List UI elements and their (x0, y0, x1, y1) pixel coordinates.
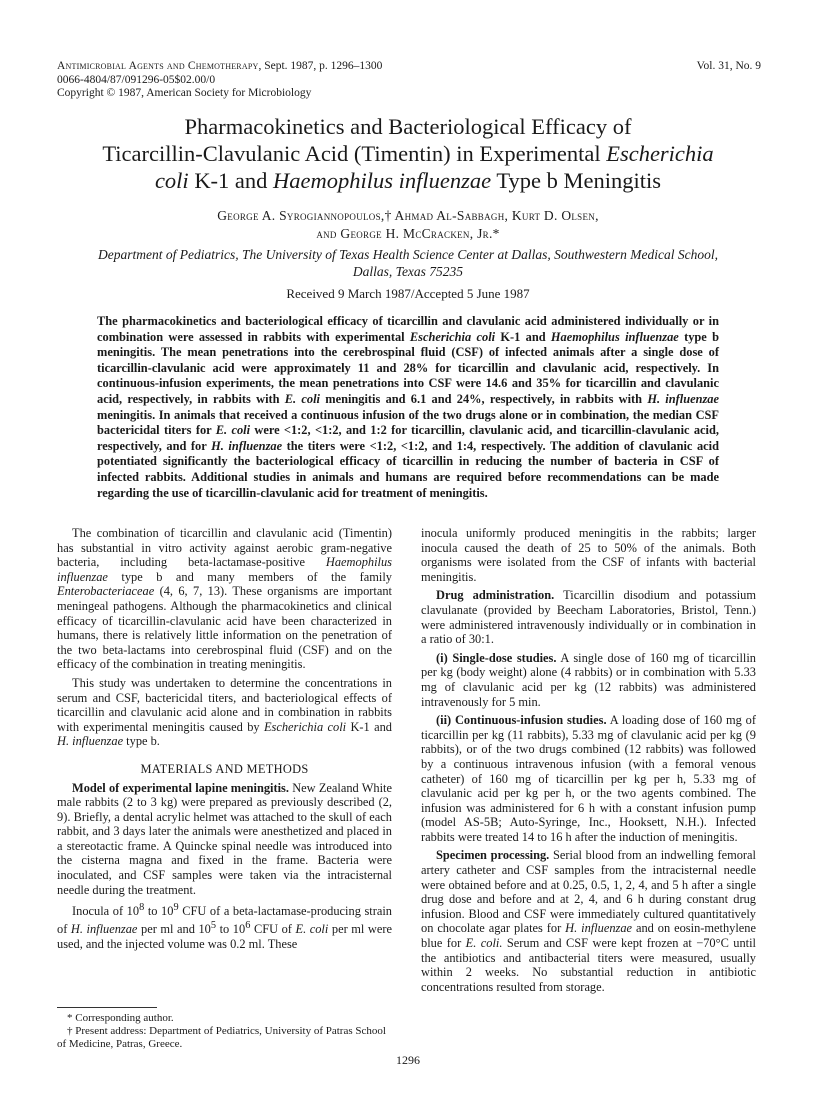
journal-name: Antimicrobial Agents and Chemotherapy (57, 60, 259, 72)
volume-info: Vol. 31, No. 9 (696, 60, 761, 72)
run-in-heading: Model of experimental lapine meningitis. (72, 780, 289, 795)
single-dose-paragraph (421, 651, 756, 709)
abstract-text: were <1:2, <1:2, and 1:2 for ticarcillin, clavulanic acid, and ticarcillin-clavulanic acid, respectively, and for (97, 423, 719, 453)
received-date: Received 9 March 1987/Accepted 5 June 1987 (286, 286, 530, 301)
abstract-italic: Escherichia coli (409, 329, 496, 344)
run-in-heading: Specimen processing. (436, 848, 550, 863)
superscript: 5 (210, 919, 217, 931)
article-code: 0066-4804/87/091296-05$02.00/0 (57, 73, 216, 86)
text: to 10 (144, 904, 174, 919)
italic-text: E. coli. (465, 936, 503, 951)
abstract-text: meningitis and 6.1 and 24%, respectively, in rabbits with (320, 391, 648, 406)
abstract-italic: Haemophilus influenzae (550, 329, 679, 344)
footnotes (57, 1007, 392, 1051)
abstract-text: The pharmacokinetics and bacteriological efficacy of ticarcillin and clavulanic acid administered individually or in combination were assessed in rabbits with experimental (97, 314, 719, 344)
specimen-processing-paragraph (421, 848, 756, 994)
text: A single dose of 160 mg of ticarcillin per kg (body weight) alone (4 rabbits) or in combination with 5.33 mg of clavulanic acid per kg (12 rabbits) was administered intravenously for 5 min. (421, 650, 756, 709)
text: Inocula of 10 (72, 904, 140, 919)
intro-paragraph-1 (57, 526, 392, 672)
footnote-rule (57, 1007, 157, 1008)
abstract-italic: H. influenzae (211, 438, 283, 453)
italic-text: H. influenzae (70, 922, 138, 937)
italic-text: E. coli (295, 922, 329, 937)
run-in-heading: (ii) Continuous-infusion studies. (436, 713, 607, 728)
text: K-1 and (346, 719, 392, 734)
author-line: and George H. McCracken, Jr.* (316, 226, 500, 241)
title-italic: Haemophilus influenzae (273, 168, 492, 193)
methods-paragraph-model (57, 781, 392, 898)
affiliation (40, 246, 776, 280)
abstract (97, 314, 719, 501)
text: CFU of (250, 922, 296, 937)
journal-citation (57, 60, 761, 74)
text: type b and many members of the family (107, 569, 392, 584)
abstract-text: meningitis. In animals that received a continuous infusion of the two drugs alone or in combination, the median CSF bactericidal titers for (97, 407, 719, 438)
issue-info: , Sept. 1987, p. 1296–1300 (258, 60, 383, 72)
text: Ticarcillin disodium and potassium clavulanate (provided by Beecham Laboratories, Bristol, Tenn.) were administered intravenously individually or in combination in a ratio of 30:1. (421, 588, 756, 647)
article-title (40, 113, 776, 194)
text: per ml and 10 (137, 922, 211, 937)
superscript: 8 (139, 902, 145, 914)
italic-text: Enterobacteriaceae (57, 584, 155, 599)
text: and on eosin-methylene blue for (421, 921, 756, 951)
abstract-text: the titers were <1:2, <1:2, and 1:4, respectively. The addition of clavulanic acid potentiated significantly the bacteriological efficacy of ticarcillin in reducing the number of bacteria in CSF of infected rabbits. Additional studies in animals and humans are required before recommendations can be made regarding the use of ticarcillin-clavulanic acid for treatment of meningitis. (97, 438, 719, 500)
section-heading-methods: MATERIALS AND METHODS (140, 761, 309, 776)
run-in-heading: Drug administration. (436, 588, 555, 603)
footnote-corresponding: * Corresponding author. (67, 1012, 174, 1024)
text: The combination of ticarcillin and clavulanic acid (Timentin) has substantial in vitro activity against aerobic gram-negative bacteria, including beta-lactamase-positive (57, 526, 392, 570)
footnote-present-address: † Present address: Department of Pediatrics, University of Patras School of Medicine, Patras, Greece. (57, 1025, 386, 1050)
text: This study was undertaken to determine the concentrations in serum and CSF, bactericidal titers, and bacteriological effects of ticarcillin and clavulanic acid alone and in combination in rabbits with experimental meningitis caused by (57, 675, 392, 734)
text: to 10 (216, 922, 246, 937)
intro-paragraph-2 (57, 676, 392, 749)
text: A loading dose of 160 mg of ticarcillin per kg (11 rabbits), 5.33 mg of clavulanic acid per kg (9 rabbits), or of the two drugs combined (12 rabbits) was followed by a continuous intravenous infusion (with a femoral venous catheter) of 160 mg of ticarcillin per kg per h, 5.33 mg of clavulanic acid per kg per h, or the two agents combined. The infusion was administered for 6 h with a constant infusion pump (model AS-5B; Auto-Syringe, Inc., Hooksett, N.H.). Infected rabbits were treated 14 to 16 h after the induction of meningitis. (421, 713, 756, 844)
abstract-italic: E. coli (284, 391, 320, 406)
running-header (57, 60, 761, 101)
abstract-italic: E. coli (215, 423, 251, 438)
copyright: Copyright © 1987, American Society for Microbiology (57, 87, 312, 99)
left-column (57, 526, 392, 955)
superscript: 6 (245, 919, 251, 931)
drug-administration-paragraph (421, 588, 756, 646)
title-segment: Type b Meningitis (491, 168, 662, 193)
right-column (421, 526, 756, 998)
italic-text: H. influenzae (57, 734, 124, 749)
title-segment: K-1 and (188, 168, 274, 193)
abstract-text: type b meningitis. The mean penetrations into the cerebrospinal fluid (CSF) of infected animals after a single dose of ticarcillin-clavulanic acid were approximately 11 and 28% for ticarcillin and clavulanic acid, respectively. In continuous-infusion experiments, the mean penetrations into CSF were 14.6 and 35% for ticarcillin and clavulanic acid, respectively, in rabbits with (97, 329, 719, 406)
author-list (40, 207, 776, 243)
italic-text: H. influenzae (565, 921, 633, 936)
affiliation-line: Dallas, Texas 75235 (352, 264, 464, 279)
run-in-heading: (i) Single-dose studies. (436, 650, 557, 665)
abstract-italic: H. influenzae (647, 391, 719, 406)
italic-text: Haemophilus influenzae (57, 555, 392, 584)
italic-text: Escherichia coli (263, 719, 347, 734)
superscript: 9 (173, 902, 179, 914)
text: Serum and CSF were kept frozen at −70°C until the antibiotics and antibacterial titers were measured, usually within 2 weeks. No substantial reduction in antibiotic concentrations resulted from storage. (421, 936, 756, 994)
title-segment: Ticarcillin-Clavulanic Acid (Timentin) in Experimental (102, 141, 607, 166)
title-line-1: Pharmacokinetics and Bacteriological Efficacy of (184, 114, 632, 139)
page-number: 1296 (396, 1053, 420, 1067)
text: (4, 6, 7, 13). These organisms are important meningeal pathogens. Although the pharmacokinetics and clinical efficacy of ticarcillin-clavulanic acid have been characterized in humans, there is relatively little information on the penetration of the two beta-lactams into cerebrospinal fluid (CSF) and on the efficacy of the combination in treating meningitis. (57, 584, 392, 672)
text: CFU of a beta-lactamase-producing strain of (57, 904, 393, 937)
author-line: George A. Syrogiannopoulos,† Ahmad Al-Sabbagh, Kurt D. Olsen, (217, 208, 599, 223)
methods-paragraph-inocula (57, 901, 392, 951)
continued-paragraph: inocula uniformly produced meningitis in the rabbits; larger inocula caused the death of 25 to 50% of the animals. Both organisms were isolated from the CSF of infants with bacterial meningitis. (421, 526, 756, 584)
text: New Zealand White male rabbits (2 to 3 kg) were prepared as previously described (2, 9). Briefly, a dental acrylic helmet was attached to the skull of each rabbit, and 3 days later the animals were anesthetized and placed in a stereotactic frame. A Quincke spinal needle was introduced into the cisterna magna and fixed in the frame. Bacteria were inoculated, and CSF samples were taken via the intracisternal needle during the treatment. (57, 780, 392, 897)
text: type b. (123, 734, 160, 749)
title-italic: coli (154, 168, 189, 193)
continuous-infusion-paragraph (421, 713, 756, 844)
text: Serial blood from an indwelling femoral artery catheter and CSF samples from the intracisternal needle were obtained before and at 0.25, 0.5, 1, 2, 4, and 5 h after a single drug dose and before and at 2, 4, and 6 h during constant drug infusion. Blood and CSF were immediately cultured quantitatively on chocolate agar plates for (421, 848, 756, 936)
affiliation-line: Department of Pediatrics, The University of Texas Health Science Center at Dallas, Southwestern Medical School, (97, 247, 719, 262)
text: per ml were used, and the injected volume was 0.2 ml. These (57, 922, 392, 951)
title-italic: Escherichia (606, 141, 714, 166)
abstract-text: K-1 and (495, 329, 551, 344)
